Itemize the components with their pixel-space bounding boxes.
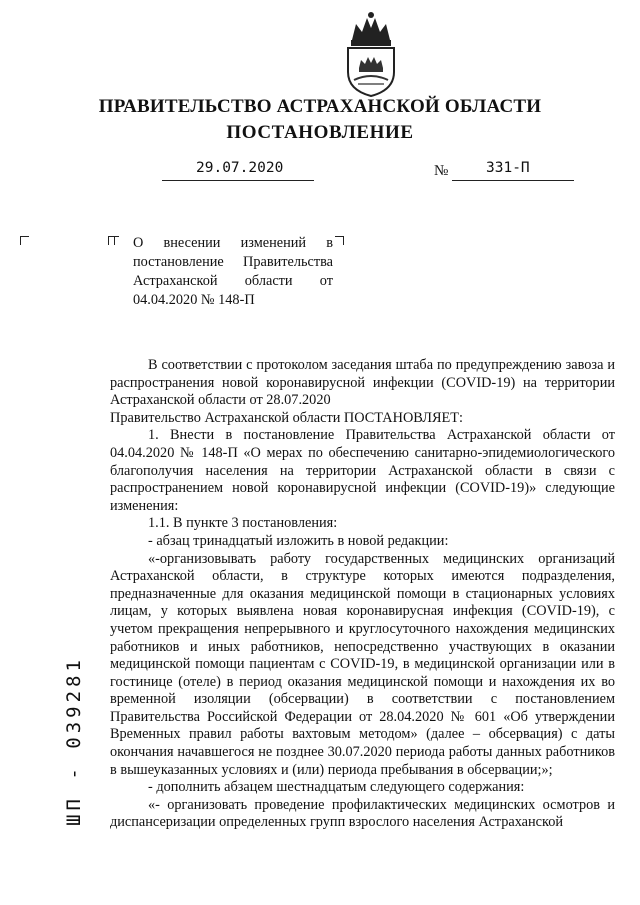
paragraph: - абзац тринадцатый изложить в новой редакции:	[148, 532, 449, 549]
government-title: ПРАВИТЕЛЬСТВО АСТРАХАНСКОЙ ОБЛАСТИ	[98, 96, 542, 117]
corner-mark-subject-right	[335, 236, 344, 245]
paragraph: 1. Внести в постановление Правительства Астраханской области от 04.04.2020 № 148-П «О мерах по обеспечению санитарно-эпидемиологического благополучия населения на территории Астраханской области в связи с распространением новой коронавирусной инфекции (COVID-19)» следующие изменения:	[110, 427, 615, 514]
paragraph: 1.1. В пункте 3 постановления:	[148, 515, 338, 532]
paragraph: «- организовать проведение профилактических медицинских осмотров и диспансеризации определенных групп взрослого населения Астраханской	[110, 796, 615, 831]
corner-mark-subject-left-inner	[114, 236, 119, 245]
paragraph: В соответствии с протоколом заседания штаба по предупреждению завоза и распространения новой коронавирусной инфекции (COVID-19) на территории Астраханской области от 28.07.2020	[110, 357, 615, 409]
document-number: 331-П	[486, 160, 530, 176]
document-subject: О внесении изменений в постановление Правительства Астраханской области от 04.04.2020 № 148-П	[133, 235, 333, 308]
side-serial-stamp: ШП - 039281	[63, 656, 85, 826]
paragraph: - дополнить абзацем шестнадцатым следующего содержания:	[148, 779, 525, 796]
number-underline	[452, 180, 574, 181]
document-body	[110, 357, 615, 832]
date-underline	[162, 180, 314, 181]
document-date: 29.07.2020	[196, 160, 284, 176]
coat-of-arms-icon	[338, 10, 404, 98]
document-type: ПОСТАНОВЛЕНИЕ	[226, 122, 414, 143]
corner-mark-left	[20, 236, 29, 245]
paragraph: Правительство Астраханской области ПОСТАНОВЛЯЕТ:	[110, 409, 463, 426]
number-sign: №	[434, 163, 449, 179]
paragraph: «-организовывать работу государственных медицинских организаций Астраханской области, в структуре которых имеются подразделения, предназначенные для оказания медицинской помощи в стационарных условиях лицам, у которых выявлена новая коронавирусная инфекция (COVID-19), с учетом прекращения непрерывного и круглосуточного нахождения медицинских работников и иных работников, непосредственно участвующих в оказании медицинской помощи пациентам с COVID-19, в медицинской организации или в гостинице (отеле) в период оказания медицинской помощи и нахождения их во временной изоляции (обсервации) в соответствии с постановлением Правительства Российской Федерации от 28.04.2020 № 601 «Об утверждении Временных правил работы вахтовым методом» (далее – обсервация) с даты окончания начавшегося не позднее 30.07.2020 периода работы данных работников в вышеуказанных условиях и (или) периода пребывания в обсервации;»;	[110, 550, 615, 778]
